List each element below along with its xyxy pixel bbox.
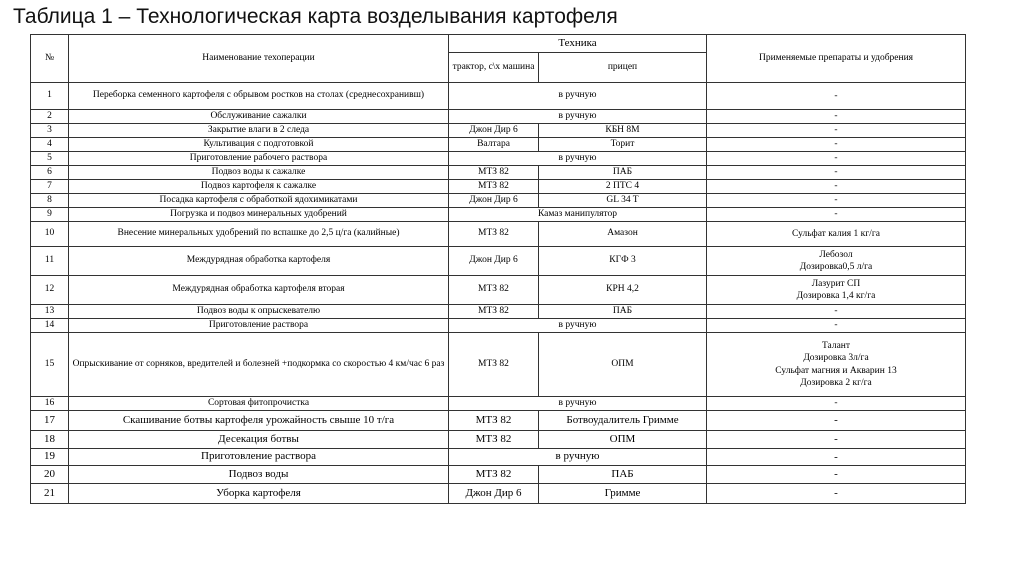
row-number: 11: [31, 247, 69, 276]
table-row: [31, 194, 966, 208]
trailer-cell: ОПМ: [539, 431, 707, 449]
operation-name: Междурядная обработка картофеля: [69, 247, 449, 276]
table-row: [31, 305, 966, 319]
operation-name: Приготовление рабочего раствора: [69, 152, 449, 166]
row-number: 10: [31, 222, 69, 247]
preparations-cell: [707, 431, 966, 449]
preparations-cell: [707, 166, 966, 180]
preparations-cell: [707, 449, 966, 466]
preparations-cell: [707, 411, 966, 431]
preparation-line: -: [834, 153, 838, 164]
preparations-cell: [707, 208, 966, 222]
row-number: 14: [31, 319, 69, 333]
operation-name: Подвоз воды: [69, 466, 449, 484]
preparation-line: Талант: [821, 340, 851, 351]
row-number: 21: [31, 484, 69, 504]
table-row: [31, 411, 966, 431]
preparations-cell: [707, 333, 966, 397]
operation-name: Внесение минеральных удобрений по вспашке до 2,5 ц/га (калийные): [69, 222, 449, 247]
preparation-line: -: [834, 209, 838, 220]
table-row: [31, 83, 966, 110]
header-preparations: Применяемые препараты и удобрения: [707, 35, 966, 83]
operation-name: Опрыскивание от сорняков, вредителей и болезней +подкормка со скоростью 4 км/час 6 раз: [69, 333, 449, 397]
operation-name: Подвоз воды к опрыскевателю: [69, 305, 449, 319]
preparation-line: -: [834, 306, 838, 317]
preparation-line: -: [834, 139, 838, 150]
manual-method: в ручную: [449, 319, 707, 333]
trailer-cell: GL 34 T: [539, 194, 707, 208]
table-row: [31, 276, 966, 305]
page-title: Таблица 1 – Технологическая карта возделывания картофеля: [13, 5, 618, 28]
operation-name: Уборка картофеля: [69, 484, 449, 504]
trailer-cell: Амазон: [539, 222, 707, 247]
tractor-cell: МТЗ 82: [449, 305, 539, 319]
operation-name: Скашивание ботвы картофеля урожайность свыше 10 т/га: [69, 411, 449, 431]
row-number: 7: [31, 180, 69, 194]
preparation-line: -: [834, 195, 838, 206]
row-number: 8: [31, 194, 69, 208]
trailer-cell: ПАБ: [539, 305, 707, 319]
operation-name: Подвоз картофеля к сажалке: [69, 180, 449, 194]
preparation-line: -: [834, 167, 838, 178]
preparation-line: -: [834, 450, 838, 463]
preparation-line: -: [834, 433, 838, 446]
preparations-cell: [707, 152, 966, 166]
preparations-cell: [707, 124, 966, 138]
preparation-line: -: [834, 320, 838, 331]
operation-name: Сортовая фитопрочистка: [69, 397, 449, 411]
preparations-cell: [707, 319, 966, 333]
manual-method: Камаз манипулятор: [449, 208, 707, 222]
row-number: 12: [31, 276, 69, 305]
manual-method: в ручную: [449, 83, 707, 110]
trailer-cell: Ботвоудалитель Гримме: [539, 411, 707, 431]
tractor-cell: МТЗ 82: [449, 276, 539, 305]
row-number: 3: [31, 124, 69, 138]
table-row: [31, 247, 966, 276]
table-row: [31, 222, 966, 247]
operation-name: Приготовление раствора: [69, 449, 449, 466]
preparation-line: Сульфат магния и Акварин 13: [775, 365, 897, 376]
manual-method: в ручную: [449, 397, 707, 411]
preparation-line: -: [834, 414, 838, 427]
trailer-cell: ПАБ: [539, 466, 707, 484]
row-number: 15: [31, 333, 69, 397]
row-number: 13: [31, 305, 69, 319]
tractor-cell: МТЗ 82: [449, 180, 539, 194]
preparations-cell: [707, 484, 966, 504]
operation-name: Приготовление раствора: [69, 319, 449, 333]
tractor-cell: Джон Дир 6: [449, 194, 539, 208]
trailer-cell: ПАБ: [539, 166, 707, 180]
table-row: [31, 180, 966, 194]
tractor-cell: Джон Дир 6: [449, 484, 539, 504]
preparation-line: Дозировка0,5 л/га: [799, 262, 873, 272]
operation-name: Закрытие влаги в 2 следа: [69, 124, 449, 138]
row-number: 17: [31, 411, 69, 431]
table-row: [31, 319, 966, 333]
header-operation: Наименование техоперации: [69, 35, 449, 83]
table-row: [31, 466, 966, 484]
trailer-cell: КБН 8М: [539, 124, 707, 138]
preparation-line: Дозировка 2 кг/га: [800, 377, 872, 388]
trailer-cell: КГФ 3: [539, 247, 707, 276]
preparations-cell: [707, 83, 966, 110]
operation-name: Обслуживание сажалки: [69, 110, 449, 124]
table-row: [31, 397, 966, 411]
preparations-cell: [707, 247, 966, 276]
manual-method: в ручную: [449, 449, 707, 466]
preparation-line: -: [834, 398, 838, 409]
preparations-cell: [707, 397, 966, 411]
preparations-cell: [707, 305, 966, 319]
header-trailer: прицеп: [539, 53, 707, 83]
preparations-cell: [707, 180, 966, 194]
trailer-cell: 2 ПТС 4: [539, 180, 707, 194]
trailer-cell: Гримме: [539, 484, 707, 504]
operation-name: Подвоз воды к сажалке: [69, 166, 449, 180]
header-num: №: [31, 35, 69, 83]
row-number: 20: [31, 466, 69, 484]
manual-method: в ручную: [449, 110, 707, 124]
operation-name: Десекация ботвы: [69, 431, 449, 449]
table-row: [31, 208, 966, 222]
preparation-line: -: [834, 181, 838, 192]
operation-name: Переборка семенного картофеля с обрывом ростков на столах (среднесохранивш): [69, 83, 449, 110]
row-number: 9: [31, 208, 69, 222]
tractor-cell: МТЗ 82: [449, 166, 539, 180]
manual-method: в ручную: [449, 152, 707, 166]
preparation-line: Дозировка 3л/га: [803, 353, 869, 364]
tractor-cell: Джон Дир 6: [449, 124, 539, 138]
operation-name: Междурядная обработка картофеля вторая: [69, 276, 449, 305]
tractor-cell: Валтара: [449, 138, 539, 152]
row-number: 19: [31, 449, 69, 466]
row-number: 1: [31, 83, 69, 110]
header-tech: Техника: [449, 35, 707, 53]
tractor-cell: Джон Дир 6: [449, 247, 539, 276]
tractor-cell: МТЗ 82: [449, 466, 539, 484]
trailer-cell: ОПМ: [539, 333, 707, 397]
preparation-line: Лебозол: [819, 249, 853, 260]
operation-name: Погрузка и подвоз минеральных удобрений: [69, 208, 449, 222]
preparation-line: -: [834, 125, 838, 136]
row-number: 16: [31, 397, 69, 411]
table-row: [31, 431, 966, 449]
preparations-cell: [707, 222, 966, 247]
preparations-cell: [707, 138, 966, 152]
header-tractor: трактор, с\х машина: [449, 53, 539, 83]
preparation-line: -: [834, 111, 838, 122]
preparation-line: Дозировка 1,4 кг/га: [796, 291, 876, 301]
preparations-cell: [707, 110, 966, 124]
table-row: [31, 166, 966, 180]
row-number: 2: [31, 110, 69, 124]
table-row: [31, 152, 966, 166]
operation-name: Культивация с подготовкой: [69, 138, 449, 152]
trailer-cell: Торит: [539, 138, 707, 152]
table-row: [31, 110, 966, 124]
preparations-cell: [707, 194, 966, 208]
row-number: 6: [31, 166, 69, 180]
row-number: 18: [31, 431, 69, 449]
tractor-cell: МТЗ 82: [449, 222, 539, 247]
tech-map-table: [30, 34, 966, 504]
preparations-cell: [707, 276, 966, 305]
table-row: [31, 124, 966, 138]
preparations-cell: [707, 466, 966, 484]
operation-name: Посадка картофеля с обработкой ядохимикатами: [69, 194, 449, 208]
trailer-cell: КРН 4,2: [539, 276, 707, 305]
preparation-line: Лазурит СП: [811, 278, 861, 289]
table-body: [31, 83, 966, 504]
tractor-cell: МТЗ 82: [449, 333, 539, 397]
preparation-line: Сульфат калия 1 кг/га: [792, 228, 880, 239]
table-row: [31, 333, 966, 397]
table-row: [31, 484, 966, 504]
table-row: [31, 449, 966, 466]
tractor-cell: МТЗ 82: [449, 411, 539, 431]
preparation-line: -: [834, 90, 838, 101]
preparation-line: -: [834, 468, 838, 481]
table-row: [31, 138, 966, 152]
row-number: 4: [31, 138, 69, 152]
tractor-cell: МТЗ 82: [449, 431, 539, 449]
preparation-line: -: [834, 487, 838, 500]
row-number: 5: [31, 152, 69, 166]
